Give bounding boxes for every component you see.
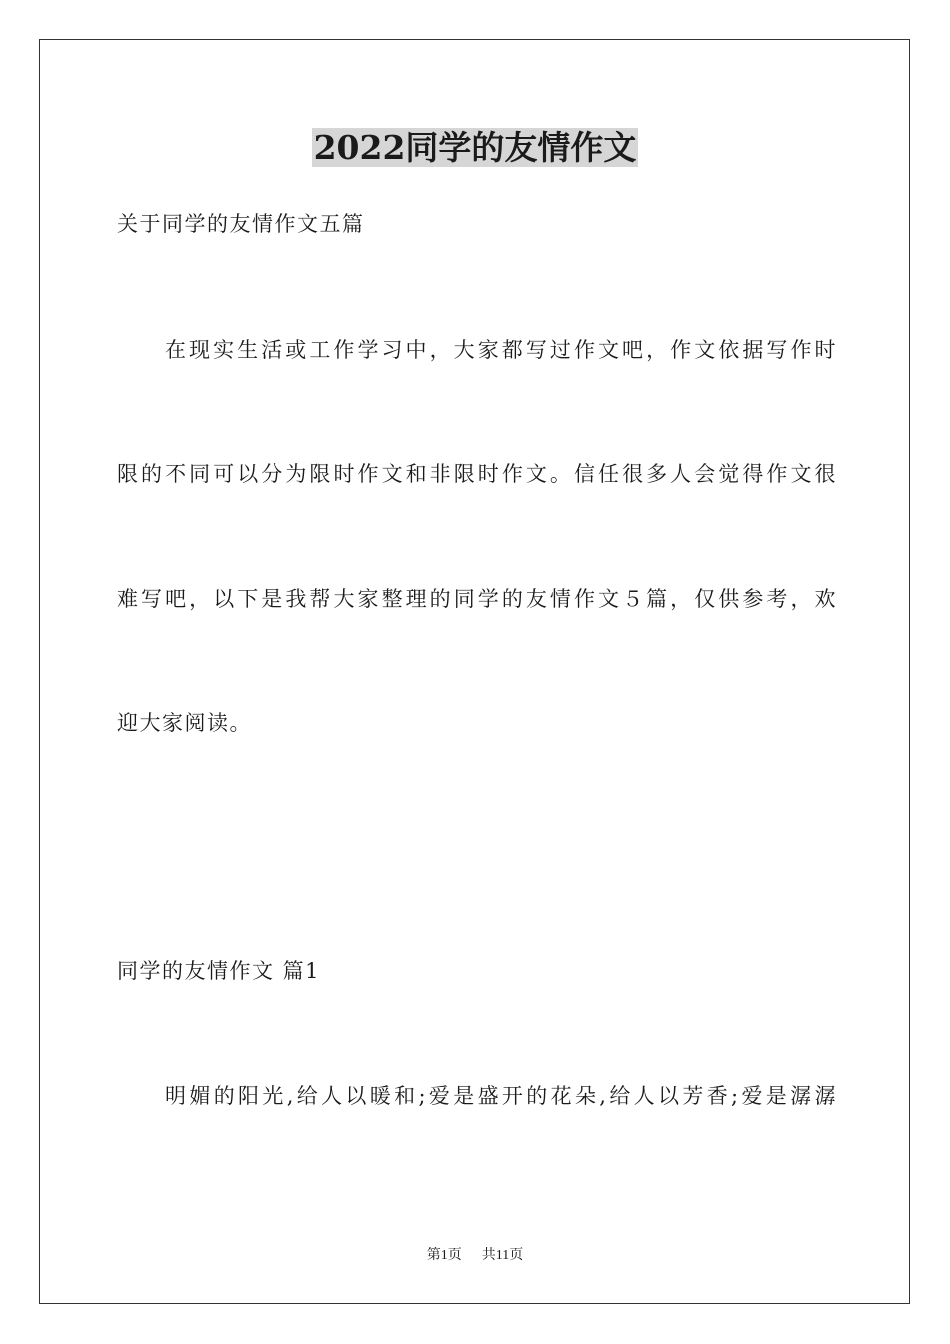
page-number-total: 共11页 [481,1248,524,1263]
section-heading: 同学的友情作文 篇1 [117,959,321,983]
page-footer [0,1246,950,1266]
section-paragraph-line-1: 明媚的阳光,给人以暖和;爱是盛开的花朵,给人以芳香;爱是潺潺 [165,1084,837,1108]
document-title [0,126,950,170]
document-subtitle: 关于同学的友情作文五篇 [117,212,365,236]
intro-line-1: 在现实生活或工作学习中，大家都写过作文吧，作文依据写作时 [165,338,837,362]
document-title-text: 2022同学的友情作文 [313,128,637,167]
intro-line-4: 迎大家阅读。 [117,711,252,735]
intro-line-3: 难写吧，以下是我帮大家整理的同学的友情作文５篇，仅供参考，欢 [117,587,837,611]
page-number-current: 第1页 [426,1248,462,1263]
intro-line-2: 限的不同可以分为限时作文和非限时作文。信任很多人会觉得作文很 [117,462,837,486]
